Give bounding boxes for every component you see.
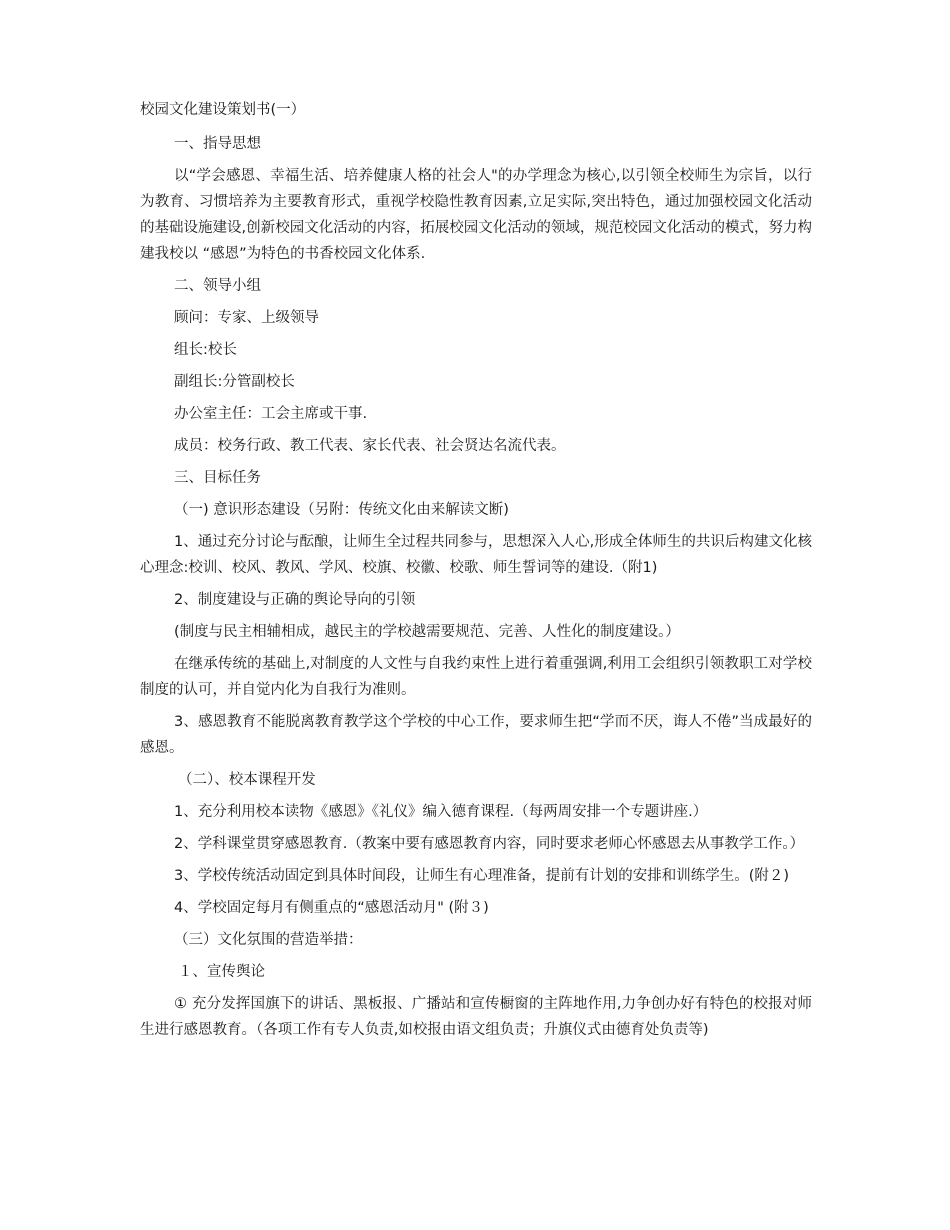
section-heading-guiding-thought: 一、指导思想: [174, 136, 261, 152]
paragraph-curriculum-3: 3、学校传统活动固定到具体时间段，让师生有心理准备，提前有计划的安排和训练学生。(附２): [174, 868, 790, 884]
paragraph-ideology-4: 在继承传统的基础上,对制度的人文性与自我约束性上进行着重强调,利用工会组织引领教职工对学校制度的认可，并自觉内化为自我行为准则。: [140, 656, 812, 698]
paragraph-ideology-2: 2、制度建设与正确的舆论导向的引领: [174, 592, 416, 608]
list-item-advisor: 顾问：专家、上级领导: [174, 310, 319, 326]
subsection-heading-ideology: （一) 意识形态建设（另附：传统文化由来解读文断): [174, 502, 509, 518]
paragraph-ideology-1: 1、通过充分讨论与酝酿，让师生全过程共同参与，思想深入人心,形成全体师生的共识后构建文化核心理念:校训、校风、教风、学风、校旗、校徽、校歌、师生誓词等的建设.（附1): [140, 534, 812, 576]
sub-item-publicity: １、宣传舆论: [178, 964, 265, 980]
list-item-leader: 组长:校长: [174, 342, 237, 358]
list-item-members: 成员：校务行政、教工代表、家长代表、社会贤达名流代表。: [174, 438, 566, 454]
subsection-heading-curriculum: （二）、校本课程开发: [178, 772, 316, 788]
paragraph-curriculum-4: 4、学校固定每月有侧重点的“感恩活动月" (附３): [174, 900, 489, 916]
document-title: 校园文化建设策划书(一）: [140, 102, 306, 118]
paragraph-curriculum-1: 1、充分利用校本读物《感恩》《礼仪》编入德育课程.（每两周安排一个专题讲座.）: [174, 804, 708, 820]
list-item-office-director: 办公室主任：工会主席或干事.: [174, 406, 368, 422]
paragraph-ideology-3: (制度与民主相辅相成，越民主的学校越需要规范、完善、人性化的制度建设。）: [174, 624, 680, 640]
paragraph-atmosphere-1: ① 充分发挥国旗下的讲话、黑板报、广播站和宣传橱窗的主阵地作用,力争创办好有特色的校报对师生进行感恩教育。（各项工作有专人负责,如校报由语文组负责；升旗仪式由德育处负责等): [140, 996, 812, 1038]
section-heading-goals: 三、目标任务: [174, 470, 261, 486]
paragraph-curriculum-2: 2、学科课堂贯穿感恩教育.（教案中要有感恩教育内容，同时要求老师心怀感恩去从事教学工作。）: [174, 836, 805, 852]
subsection-heading-atmosphere: （三）文化氛围的营造举措：: [174, 932, 363, 948]
paragraph-guiding-thought: 以“学会感恩、幸福生活、培养健康人格的社会人"的办学理念为核心,以引领全校师生为宗旨，以行为教育、习惯培养为主要教育形式，重视学校隐性教育因素,立足实际,突出特色，通过加强校园文化活动的基础设施建设,创新校园文化活动的内容，拓展校园文化活动的领域，规范校园文化活动的模式，努力构建我校以 “感恩”为特色的书香校园文化体系.: [140, 168, 812, 262]
paragraph-ideology-5: 3、感恩教育不能脱离教育教学这个学校的中心工作，要求师生把“学而不厌，诲人不倦”当成最好的感恩。: [140, 714, 812, 756]
section-heading-leadership-group: 二、领导小组: [174, 278, 261, 294]
document-page: [140, 97, 812, 1043]
list-item-deputy-leader: 副组长:分管副校长: [174, 374, 295, 390]
